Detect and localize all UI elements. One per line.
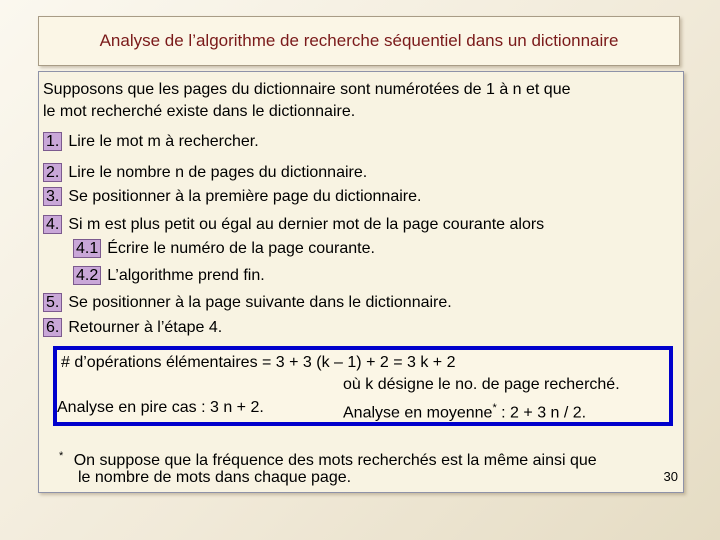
step-number-badge: 4.1 [73,239,101,258]
step-number-badge: 2. [43,163,62,182]
footnote-line-2: le nombre de mots dans chaque page. [78,469,352,486]
step-6 [43,318,222,338]
k-definition: où k désigne le no. de page recherché. [343,376,620,393]
intro-line-2: le mot recherché existe dans le dictionnaire. [43,103,356,120]
step-number-badge: 1. [43,132,62,151]
title-text: Analyse de l’algorithme de recherche séquentiel dans un dictionnaire [99,31,619,50]
step-text: Lire le mot m à rechercher. [68,133,259,150]
step-number-badge: 5. [43,293,62,312]
average-label: Analyse en moyenne [343,404,493,422]
step-text: L’algorithme prend fin. [107,267,265,284]
step-number-badge: 4. [43,215,62,234]
step-4-2 [73,266,265,286]
step-text: Si m est plus petit ou égal au dernier mot de la page courante alors [68,216,545,233]
footnote-text: On suppose que la fréquence des mots recherchés est la même ainsi que [73,452,597,470]
complexity-analysis-box [53,346,673,426]
step-1 [43,132,259,152]
step-3 [43,187,421,207]
step-2 [43,163,367,183]
footnote-marker: * [492,402,497,414]
step-number-badge: 4.2 [73,266,101,285]
step-5 [43,293,452,313]
intro-line-1: Supposons que les pages du dictionnaire sont numérotées de 1 à n et que [43,81,571,98]
step-text: Lire le nombre n de pages du dictionnaire. [68,164,368,181]
page-number: 30 [663,469,678,484]
step-4-1 [73,239,375,259]
operations-count: # d’opérations élémentaires = 3 + 3 (k – 1) + 2 = 3 k + 2 [61,354,456,371]
step-4 [43,215,544,235]
step-text: Se positionner à la page suivante dans le dictionnaire. [68,294,452,311]
step-number-badge: 3. [43,187,62,206]
average-value: : 2 + 3 n / 2. [496,404,587,422]
step-text: Retourner à l’étape 4. [68,319,223,336]
step-number-badge: 6. [43,318,62,337]
slide-title [38,16,680,66]
worst-case-analysis: Analyse en pire cas : 3 n + 2. [57,399,264,416]
average-case-analysis [343,398,586,423]
footnote-marker: * [59,450,64,462]
content-box [38,71,684,493]
step-text: Se positionner à la première page du dictionnaire. [68,188,422,205]
step-text: Écrire le numéro de la page courante. [107,240,375,257]
